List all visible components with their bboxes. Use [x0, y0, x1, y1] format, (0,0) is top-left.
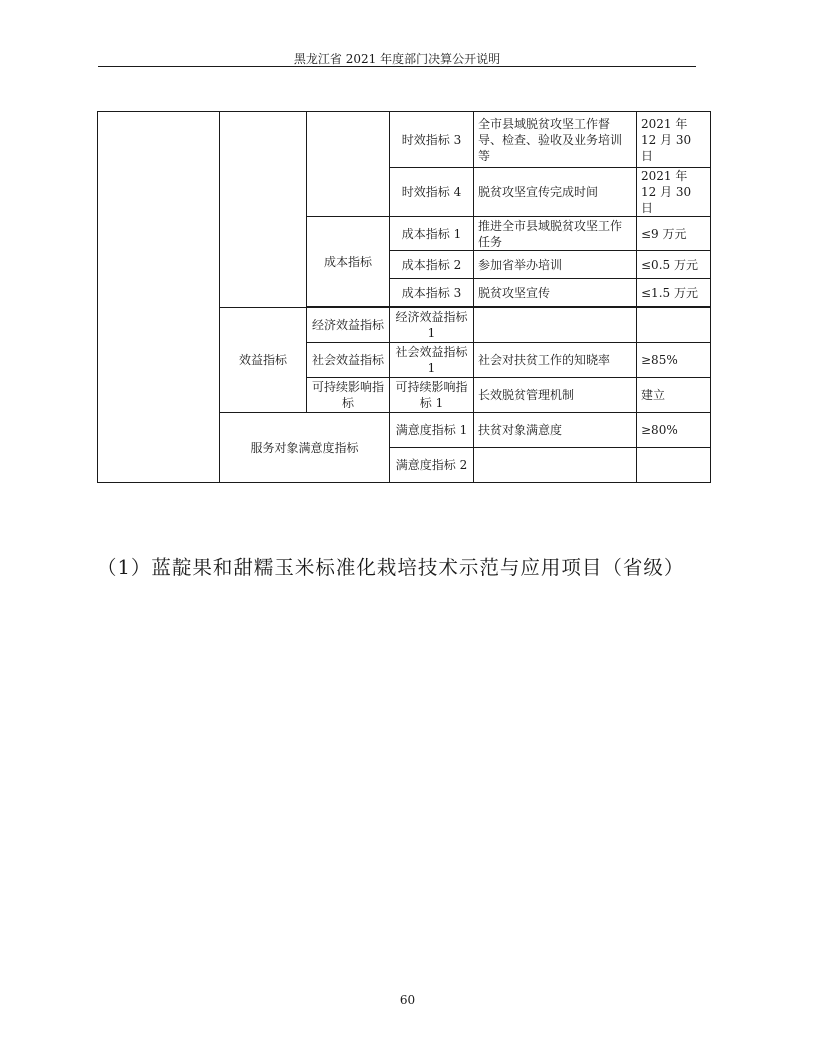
group-cost: 成本指标 [307, 217, 390, 307]
table-row [98, 112, 711, 168]
indicator-value: ≥85% [637, 343, 711, 378]
indicator-value [637, 448, 711, 483]
group-social: 社会效益指标 [307, 343, 390, 378]
indicator-content: 全市县域脱贫攻坚工作督导、检查、验收及业务培训等 [474, 112, 637, 168]
indicator-content: 推进全市县域脱贫攻坚工作任务 [474, 217, 637, 251]
indicator-value [637, 308, 711, 343]
group-economic: 经济效益指标 [307, 308, 390, 343]
indicator-value: ≥80% [637, 413, 711, 448]
level2-cell [220, 112, 307, 308]
indicator-name: 满意度指标 2 [390, 448, 474, 483]
indicator-content [474, 448, 637, 483]
section-heading: （1）蓝靛果和甜糯玉米标准化栽培技术示范与应用项目（省级） [97, 556, 685, 579]
indicator-name: 满意度指标 1 [390, 413, 474, 448]
indicator-name: 时效指标 3 [390, 112, 474, 168]
indicator-name: 经济效益指标 1 [390, 308, 474, 343]
page-number: 60 [399, 993, 416, 1007]
indicator-value: 2021 年 12 月 30 日 [637, 168, 711, 217]
indicator-name: 成本指标 3 [390, 279, 474, 307]
group-sustainable: 可持续影响指标 [307, 378, 390, 413]
level3-cell [307, 112, 390, 217]
level1-cell [98, 112, 220, 483]
indicator-content [474, 308, 637, 343]
indicator-value: 建立 [637, 378, 711, 413]
indicator-name: 成本指标 2 [390, 251, 474, 279]
group-satisfaction: 服务对象满意度指标 [220, 413, 390, 483]
indicator-value: ≤9 万元 [637, 217, 711, 251]
indicator-value: ≤0.5 万元 [637, 251, 711, 279]
indicator-content: 脱贫攻坚宣传完成时间 [474, 168, 637, 217]
group-benefit: 效益指标 [220, 308, 307, 413]
indicator-value: ≤1.5 万元 [637, 279, 711, 307]
indicator-name: 成本指标 1 [390, 217, 474, 251]
indicator-name: 社会效益指标 1 [390, 343, 474, 378]
indicator-content: 脱贫攻坚宣传 [474, 279, 637, 307]
page-header: 黑龙江省 2021 年度部门决算公开说明 [293, 52, 501, 66]
indicator-content: 参加省举办培训 [474, 251, 637, 279]
indicator-content: 社会对扶贫工作的知晓率 [474, 343, 637, 378]
performance-indicator-table [97, 111, 711, 483]
indicator-content: 长效脱贫管理机制 [474, 378, 637, 413]
indicator-name: 可持续影响指标 1 [390, 378, 474, 413]
indicator-name: 时效指标 4 [390, 168, 474, 217]
indicator-value: 2021 年 12 月 30 日 [637, 112, 711, 168]
indicator-content: 扶贫对象满意度 [474, 413, 637, 448]
header-rule [98, 66, 696, 67]
